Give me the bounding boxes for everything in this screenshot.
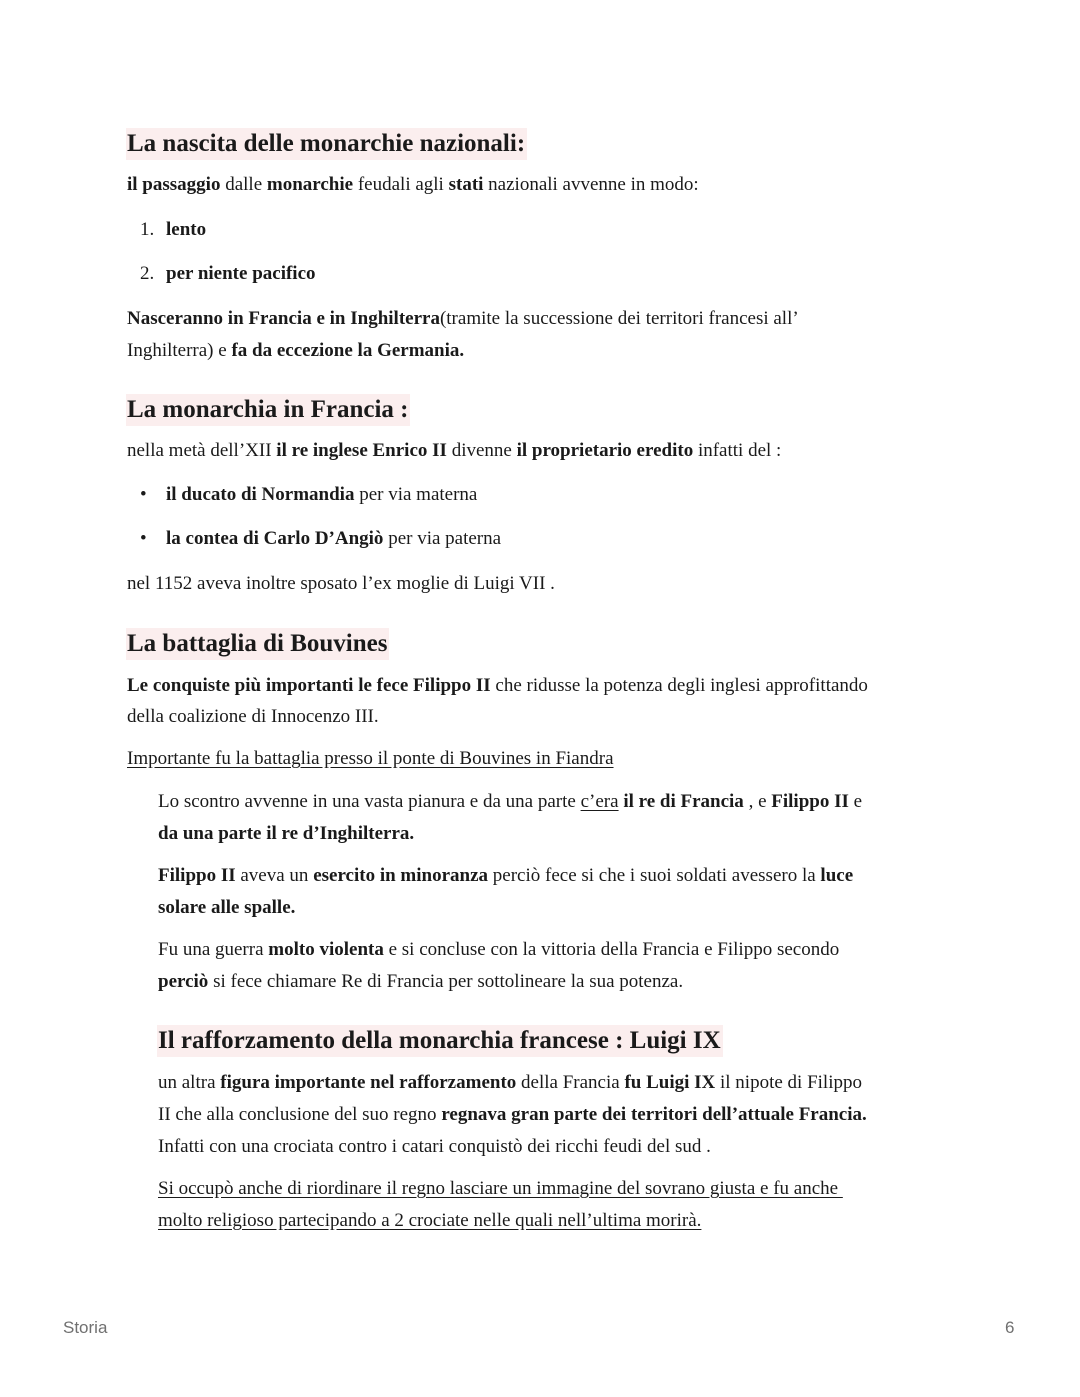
footer-page-number: 6 [1005,1318,1015,1337]
heading-luigi-ix: Il rafforzamento della monarchia francese : Luigi IX [157,1025,723,1057]
list-item: 2. per niente pacifico [140,263,316,284]
heading-monarchia-francia: La monarchia in Francia : [126,394,410,426]
heading-battaglia-bouvines: La battaglia di Bouvines [126,628,389,660]
paragraph-conquiste-2: della coalizione di Innocenzo III. [127,706,379,727]
paragraph-luigi-2: II che alla conclusione del suo regno regnava gran parte dei territori dell’attuale Francia. [158,1104,867,1125]
paragraph-luigi-1: un altra figura importante nel rafforzamento della Francia fu Luigi IX il nipote di Filippo [158,1072,862,1093]
heading-nascita-monarchie: La nascita delle monarchie nazionali: [126,128,527,160]
paragraph-guerra-1: Fu una guerra molto violenta e si concluse con la vittoria della Francia e Filippo secondo [158,939,840,960]
paragraph-enrico: nella metà dell’XII il re inglese Enrico II divenne il proprietario eredito infatti del : [127,440,782,461]
underlined-riordinare-1: Si occupò anche di riordinare il regno lasciare un immagine del sovrano giusta e fu anche [158,1178,843,1199]
paragraph-esercito-1: Filippo II aveva un esercito in minoranza perciò fece si che i suoi soldati avessero la luce [158,865,854,886]
paragraph-1152: nel 1152 aveva inoltre sposato l’ex moglie di Luigi VII . [127,573,555,594]
paragraph-scontro-1: Lo scontro avvenne in una vasta pianura e da una parte c’era il re di Francia , e Filippo II e [158,791,863,812]
bullet-icon: • [140,484,147,505]
bullet-item: • la contea di Carlo D’Angiò per via paterna [140,523,501,555]
bullet-icon: • [140,528,147,549]
paragraph-scontro-2: da una parte il re d’Inghilterra. [158,823,415,844]
paragraph-conquiste-1: Le conquiste più importanti le fece Filippo II che ridusse la potenza degli inglesi approfittando [127,675,868,696]
list-item: 1. lento [140,219,207,240]
paragraph-esercito-2: solare alle spalle. [158,897,296,918]
bullet-item: • il ducato di Normandia per via materna [140,479,477,511]
paragraph-passaggio: il passaggio dalle monarchie feudali agli stati nazionali avvenne in modo: [127,174,699,195]
paragraph-nasceranno-1: Nasceranno in Francia e in Inghilterra(tramite la successione dei territori francesi all’ [127,308,799,329]
underlined-riordinare-2: molto religioso partecipando a 2 crociate nelle quali nell’ultima morirà. [158,1210,702,1231]
footer-subject: Storia [63,1318,108,1337]
paragraph-luigi-3: Infatti con una crociata contro i catari conquistò dei ricchi feudi del sud . [158,1136,711,1157]
paragraph-guerra-2: perciò si fece chiamare Re di Francia per sottolineare la sua potenza. [158,971,684,992]
paragraph-nasceranno-2: Inghilterra) e fa da eccezione la Germania. [127,340,465,361]
underlined-bouvines: Importante fu la battaglia presso il ponte di Bouvines in Fiandra [127,748,614,769]
